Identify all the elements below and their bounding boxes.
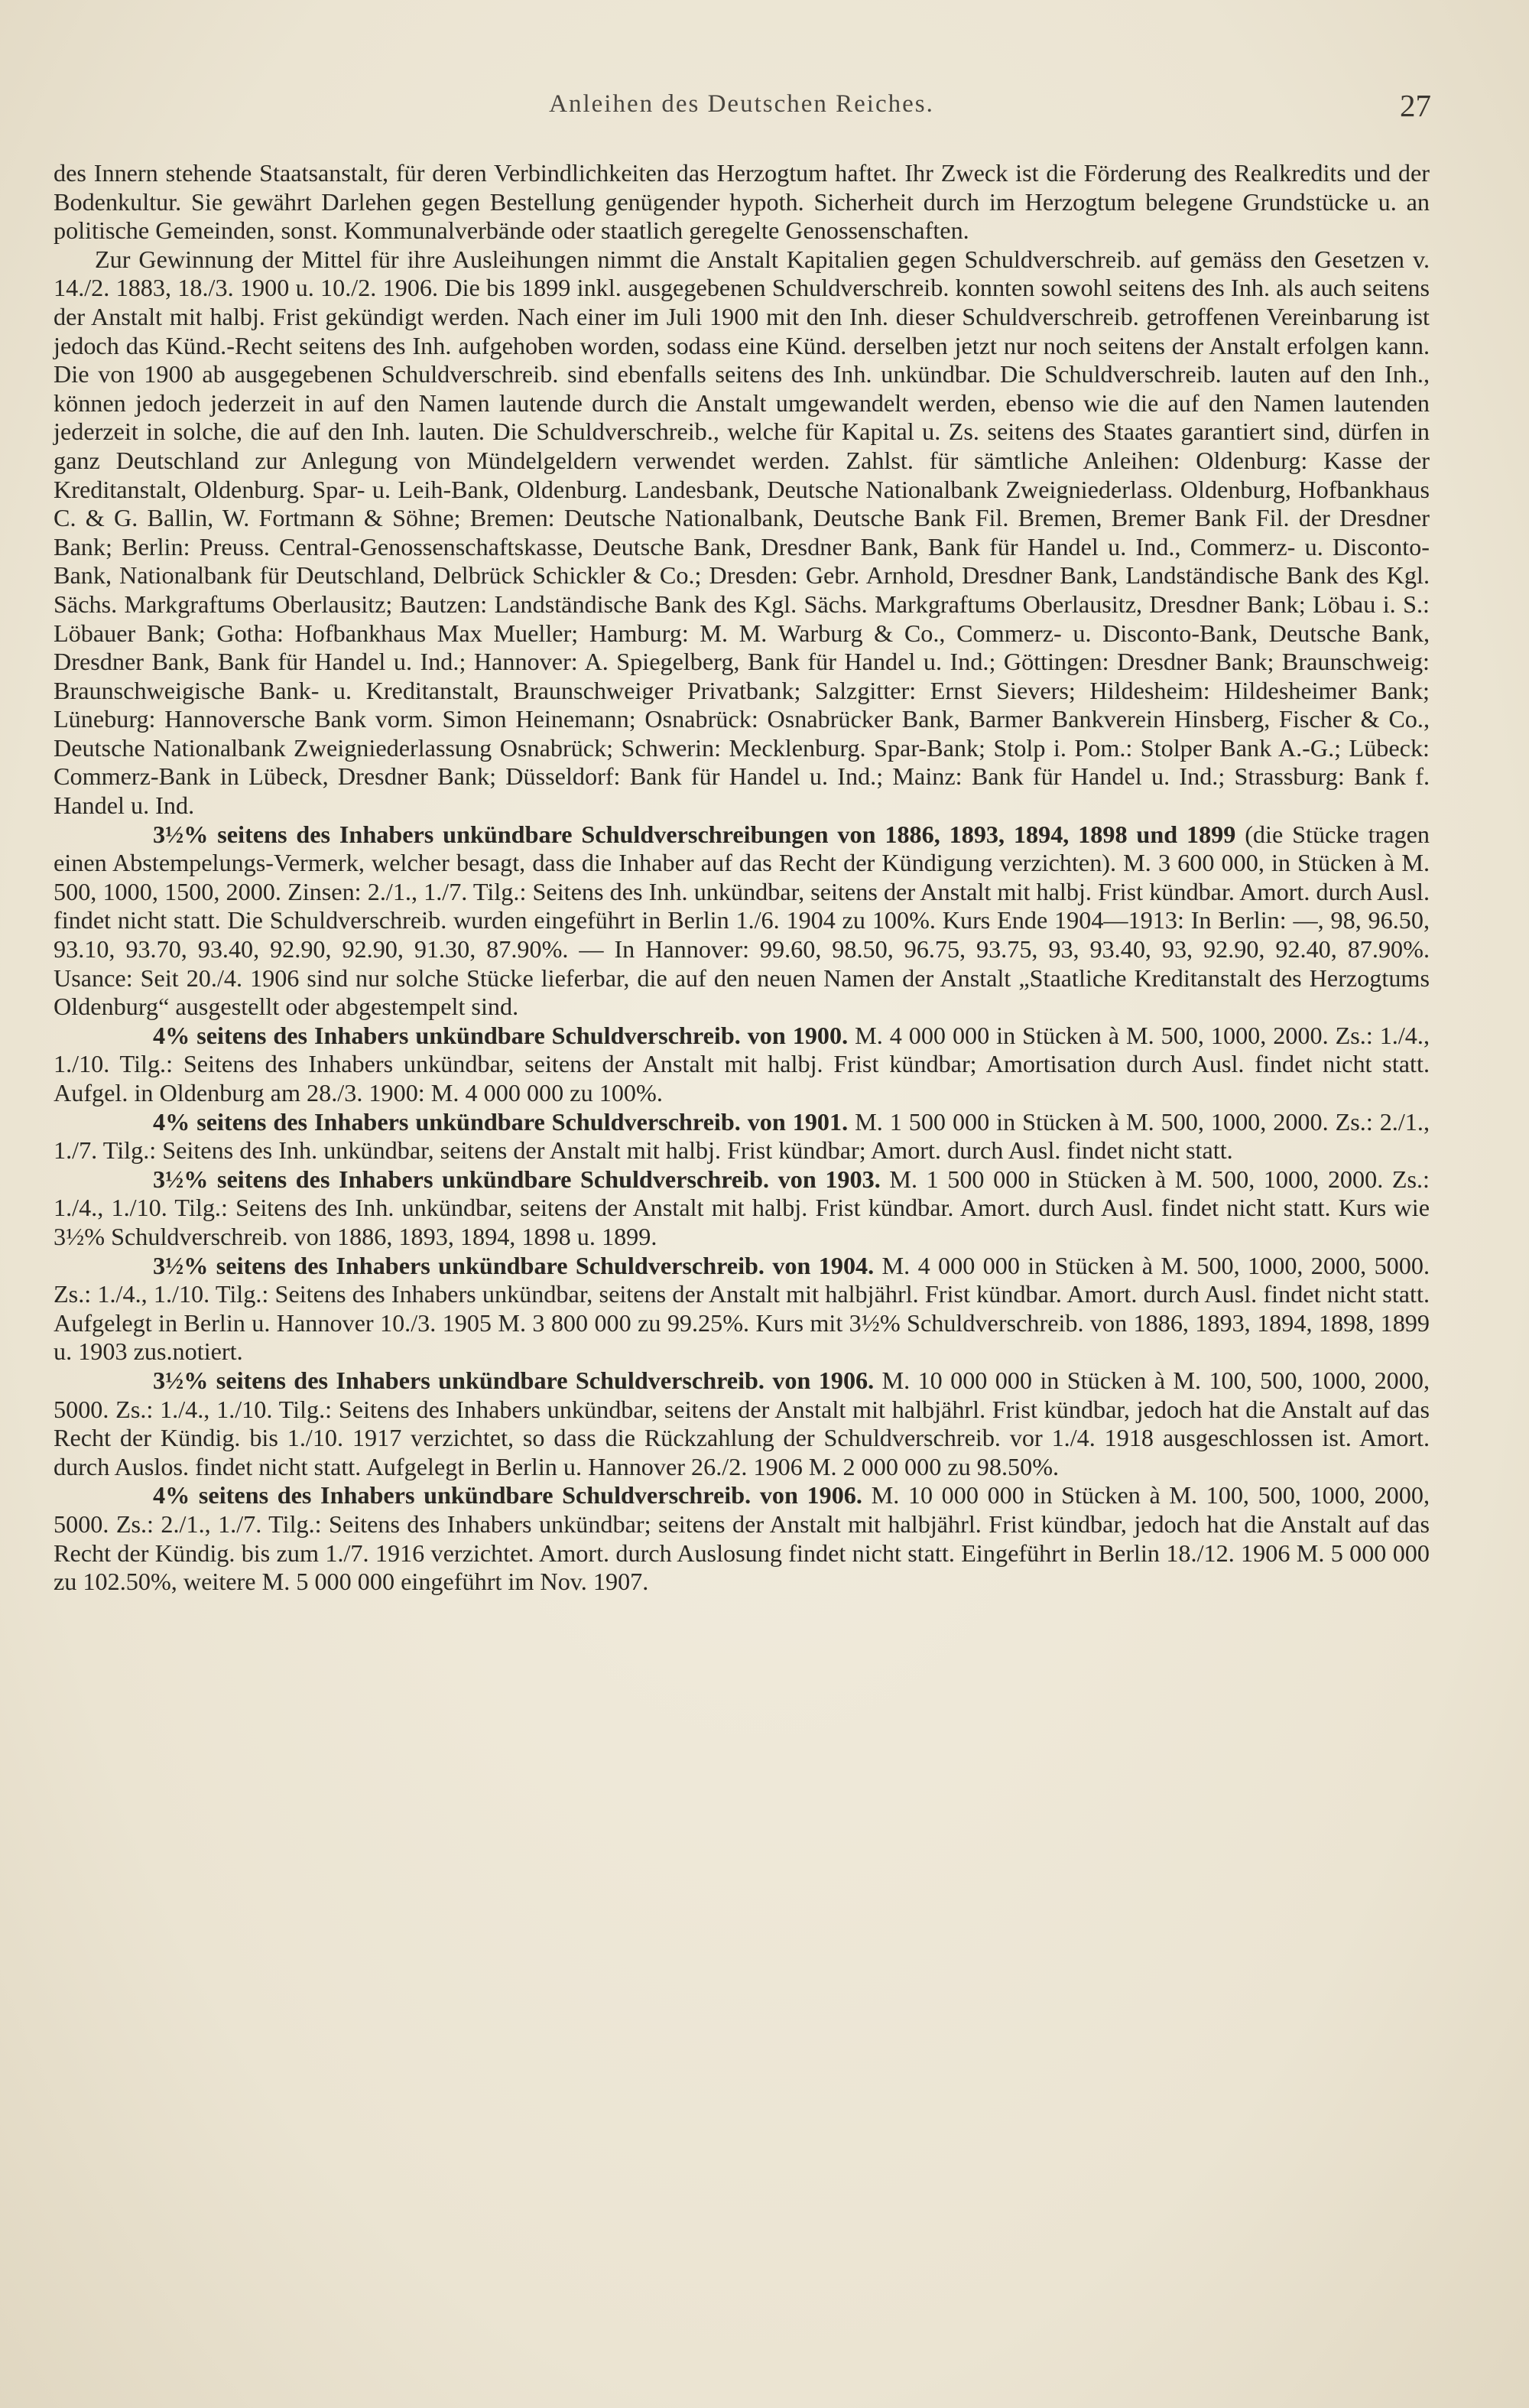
paragraph-1: [54, 159, 1430, 245]
paragraph-4-lead: 4% seitens des Inhabers unkündbare Schuldverschreib. von 1900.: [153, 1021, 849, 1049]
paragraph-9: [54, 1481, 1430, 1596]
paragraph-6-text: M. 1 500 000 in Stücken à M. 500, 1000, 2000. Zs.: 1./4., 1./10. Tilg.: Seitens des Inh. unkündbar, seitens der Anstalt mit halbj. Frist kündbar. Amort. durch Ausl. findet nicht statt. Kurs wie 3½% Schuldverschreib. von 1886, 1893, 1894, 1898 u. 1899.: [54, 1165, 1430, 1250]
paragraph-5-text: M. 1 500 000 in Stücken à M. 500, 1000, 2000. Zs.: 2./1., 1./7. Tilg.: Seitens des Inh. unkündbar, seitens der Anstalt mit halbj. Frist kündbar; Amort. durch Ausl. findet nicht statt.: [54, 1107, 1430, 1165]
paragraph-1-text: des Innern stehende Staatsanstalt, für deren Verbindlichkeiten das Herzogtum haftet. Ihr Zweck ist die Förderung des Realkredits und der Bodenkultur. Sie gewährt Darlehen gegen Bestellung genügender hypoth. Sicherheit durch im Herzogtum belegene Grundstücke u. an politische Gemeinden, sonst. Kommunalverbände oder staatlich geregelte Genossenschaften.: [54, 159, 1430, 245]
paragraph-9-text: M. 10 000 000 in Stücken à M. 100, 500, 1000, 2000, 5000. Zs.: 2./1., 1./7. Tilg.: Seitens des Inhabers unkündbar; seitens der Anstalt mit halbjährl. Frist kündbar, jedoch hat die Anstalt auf das Recht der Kündig. bis zum 1./7. 1916 verzichtet. Amort. durch Auslosung findet nicht statt. Eingeführt in Berlin 18./12. 1906 M. 5 000 000 zu 102.50%, weitere M. 5 000 000 eingeführt im Nov. 1907.: [54, 1481, 1430, 1596]
running-title: Anleihen des Deutschen Reiches.: [549, 90, 934, 118]
paragraph-9-lead: 4% seitens des Inhabers unkündbare Schuldverschreib. von 1906.: [153, 1481, 862, 1509]
paragraph-3: [54, 821, 1430, 1022]
paragraph-7-text: M. 4 000 000 in Stücken à M. 500, 1000, 2000, 5000. Zs.: 1./4., 1./10. Tilg.: Seitens des Inhabers unkündbar, seitens der Anstalt mit halbjährl. Frist kündbar. Amort. durch Ausl. findet nicht statt. Aufgelegt in Berlin u. Hannover 10./3. 1905 M. 3 800 000 zu 99.25%. Kurs mit 3½% Schuldverschreib. von 1886, 1893, 1894, 1898, 1899 u. 1903 zus.notiert.: [54, 1251, 1430, 1366]
paragraph-8: [54, 1366, 1430, 1481]
paragraph-8-text: M. 10 000 000 in Stücken à M. 100, 500, 1000, 2000, 5000. Zs.: 1./4., 1./10. Tilg.: Seitens des Inhabers unkündbar, seitens der Anstalt mit halbjährl. Frist kündbar, jedoch hat die Anstalt auf das Recht der Kündig. bis 1./10. 1917 verzichtet, so dass die Rückzahlung der Schuldverschreib. vor 1./4. 1918 ausgeschlossen ist. Amort. durch Auslos. findet nicht statt. Aufgelegt in Berlin u. Hannover 26./2. 1906 M. 2 000 000 zu 98.50%.: [54, 1366, 1430, 1480]
page-header: [54, 83, 1430, 136]
paragraph-8-lead: 3½% seitens des Inhabers unkündbare Schuldverschreib. von 1906.: [153, 1366, 875, 1394]
paragraph-7: [54, 1252, 1430, 1366]
body-text: [54, 159, 1430, 1597]
paragraph-4: [54, 1022, 1430, 1108]
paragraph-5-lead: 4% seitens des Inhabers unkündbare Schuldverschreib. von 1901.: [153, 1107, 849, 1136]
paragraph-2: [54, 245, 1430, 821]
page-number: 27: [1400, 88, 1431, 123]
paragraph-6: [54, 1165, 1430, 1252]
paragraph-6-lead: 3½% seitens des Inhabers unkündbare Schuldverschreib. von 1903.: [153, 1165, 881, 1193]
paragraph-7-lead: 3½% seitens des Inhabers unkündbare Schuldverschreib. von 1904.: [153, 1251, 875, 1279]
paragraph-3-lead: 3½% seitens des Inhabers unkündbare Schuldverschreibungen von 1886, 1893, 1894, 1898 und 1899: [153, 820, 1236, 848]
paragraph-4-text: M. 4 000 000 in Stücken à M. 500, 1000, 2000. Zs.: 1./4., 1./10. Tilg.: Seitens des Inhabers unkündbar, seitens der Anstalt mit halbj. Frist kündbar; Amortisation durch Ausl. findet nicht statt. Aufgel. in Oldenburg am 28./3. 1900: M. 4 000 000 zu 100%.: [54, 1021, 1430, 1107]
paragraph-5: [54, 1108, 1430, 1165]
paragraph-2-text: Zur Gewinnung der Mittel für ihre Ausleihungen nimmt die Anstalt Kapitalien gegen Schuldverschreib. auf gemäss den Gesetzen v. 14./2. 1883, 18./3. 1900 u. 10./2. 1906. Die bis 1899 inkl. ausgegebenen Schuldverschreib. konnten sowohl seitens des Inh. als auch seitens der Anstalt mit halbj. Frist gekündigt werden. Nach einer im Juli 1900 mit den Inh. dieser Schuldverschreib. getroffenen Vereinbarung ist jedoch das Künd.-Recht seitens des Inh. aufgehoben worden, sodass eine Künd. derselben jetzt nur noch seitens der Anstalt erfolgen kann. Die von 1900 ab ausgegebenen Schuldverschreib. sind ebenfalls seitens des Inh. unkündbar. Die Schuldverschreib. lauten auf den Inh., können jedoch jederzeit in auf den Namen lautende durch die Anstalt umgewandelt werden, ebenso wie die auf den Namen lautenden jederzeit in solche, die auf den Inh. lauten. Die Schuldverschreib., welche für Kapital u. Zs. seitens des Staates garantiert sind, dürfen in ganz Deutschland zur Anlegung von Mündelgeldern verwendet werden. Zahlst. für sämtliche Anleihen: Oldenburg: Kasse der Kreditanstalt, Oldenburg. Spar- u. Leih-Bank, Oldenburg. Landesbank, Deutsche Nationalbank Zweigniederlass. Oldenburg, Hofbankhaus C. & G. Ballin, W. Fortmann & Söhne; Bremen: Deutsche Nationalbank, Deutsche Bank Fil. Bremen, Bremer Bank Fil. der Dresdner Bank; Berlin: Preuss. Central-Genossenschaftskasse, Deutsche Bank, Dresdner Bank, Bank für Handel u. Ind., Commerz- u. Disconto-Bank, Nationalbank für Deutschland, Delbrück Schickler & Co.; Dresden: Gebr. Arnhold, Dresdner Bank, Landständische Bank des Kgl. Sächs. Markgraftums Oberlausitz; Bautzen: Landständische Bank des Kgl. Sächs. Markgraftums Oberlausitz, Dresdner Bank; Löbau i. S.: Löbauer Bank; Gotha: Hofbankhaus Max Mueller; Hamburg: M. M. Warburg & Co., Commerz- u. Disconto-Bank, Deutsche Bank, Dresdner Bank, Bank für Handel u. Ind.; Hannover: A. Spiegelberg, Bank für Handel u. Ind.; Göttingen: Dresdner Bank; Braunschweig: Braunschweigische Bank- u. Kreditanstalt, Braunschweiger Privatbank; Salzgitter: Ernst Sievers; Hildesheim: Hildesheimer Bank; Lüneburg: Hannoversche Bank vorm. Simon Heinemann; Osnabrück: Osnabrücker Bank, Barmer Bankverein Hinsberg, Fischer & Co., Deutsche Nationalbank Zweigniederlassung Osnabrück; Schwerin: Mecklenburg. Spar-Bank; Stolp i. Pom.: Stolper Bank A.-G.; Lübeck: Commerz-Bank in Lübeck, Dresdner Bank; Düsseldorf: Bank für Handel u. Ind.; Mainz: Bank für Handel u. Ind.; Strassburg: Bank f. Handel u. Ind.: [54, 245, 1430, 820]
paragraph-3-text: (die Stücke tragen einen Abstempelungs-Vermerk, welcher besagt, dass die Inhaber auf das Recht der Kündigung verzichten). M. 3 600 000, in Stücken à M. 500, 1000, 1500, 2000. Zinsen: 2./1., 1./7. Tilg.: Seitens des Inh. unkündbar, seitens der Anstalt mit halbj. Frist kündbar. Amort. durch Ausl. findet nicht statt. Die Schuldverschreib. wurden eingeführt in Berlin 1./6. 1904 zu 100%. Kurs Ende 1904—1913: In Berlin: —, 98, 96.50, 93.10, 93.70, 93.40, 92.90, 92.90, 91.30, 87.90%. — In Hannover: 99.60, 98.50, 96.75, 93.75, 93, 93.40, 93, 92.90, 92.40, 87.90%. Usance: Seit 20./4. 1906 sind nur solche Stücke lieferbar, die auf den neuen Namen der Anstalt „Staatliche Kreditanstalt des Herzogtums Oldenburg“ ausgestellt oder abgestempelt sind.: [54, 820, 1430, 1021]
